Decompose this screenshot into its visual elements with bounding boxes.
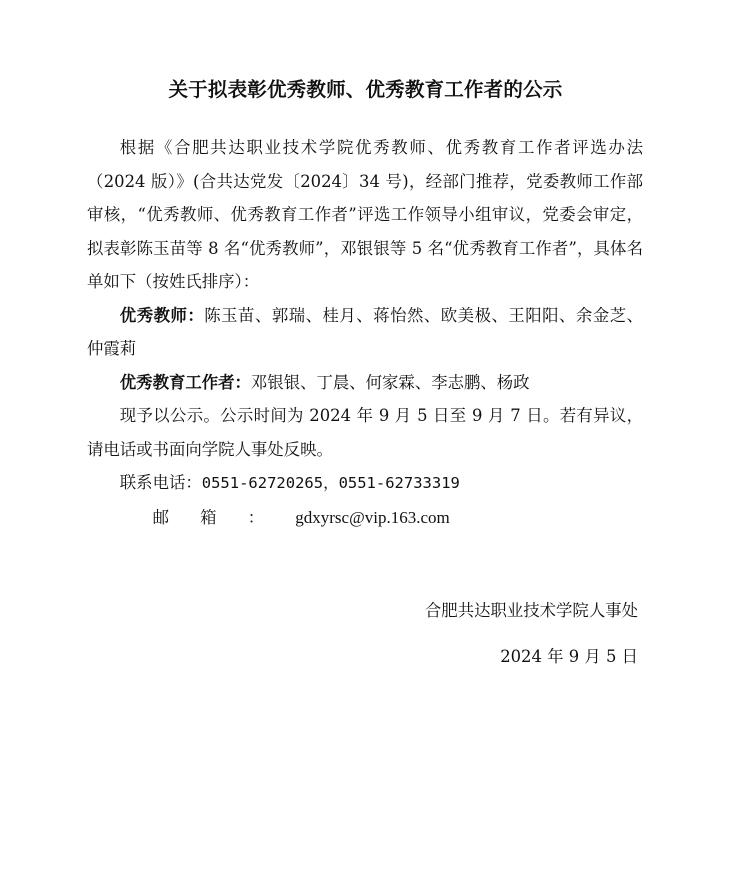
notice-paragraph: 现予以公示。公示时间为 2024 年 9 月 5 日至 9 月 7 日。若有异议，请电话或书面向学院人事处反映。 [87,406,643,459]
phone-label: 联系电话： [119,473,202,492]
teachers-label: 优秀教师： [119,305,205,325]
document-date: 2024 年 9 月 5 日 [500,647,638,666]
document-body [87,131,643,534]
phone-value: 0551-62720265，0551-62733319 [201,474,460,492]
email-value: gdxyrsc@vip.163.com [295,507,450,527]
teachers-list [87,299,643,366]
email-line [87,501,643,535]
teachers-names: 陈玉苗、郭瑞、桂月、蒋怡然、欧美极、王阳阳、余金芝、仲霞莉 [87,305,643,358]
document-title: 关于拟表彰优秀教师、优秀教育工作者的公示 [168,78,563,101]
intro-paragraph: 根据《合肥共达职业技术学院优秀教师、优秀教育工作者评选办法（2024 版）》(合共达党发〔2024〕34 号)，经部门推荐，党委教师工作部审核，“优秀教师、优秀教育工作者”评选工作领导小组审议，党委会审定，拟表彰陈玉苗等 8 名“优秀教师”，邓银银等 5 名“优秀教育工作者”，具体名单如下（按姓氏排序）： [87,138,643,291]
email-label: 邮箱： [152,507,296,527]
workers-list [87,366,643,400]
phone-line [87,466,643,501]
workers-label: 优秀教育工作者： [119,372,251,392]
workers-names: 邓银银、丁晨、何家霖、李志鹏、杨政 [250,372,530,392]
signature: 合肥共达职业技术学院人事处 [424,601,638,620]
